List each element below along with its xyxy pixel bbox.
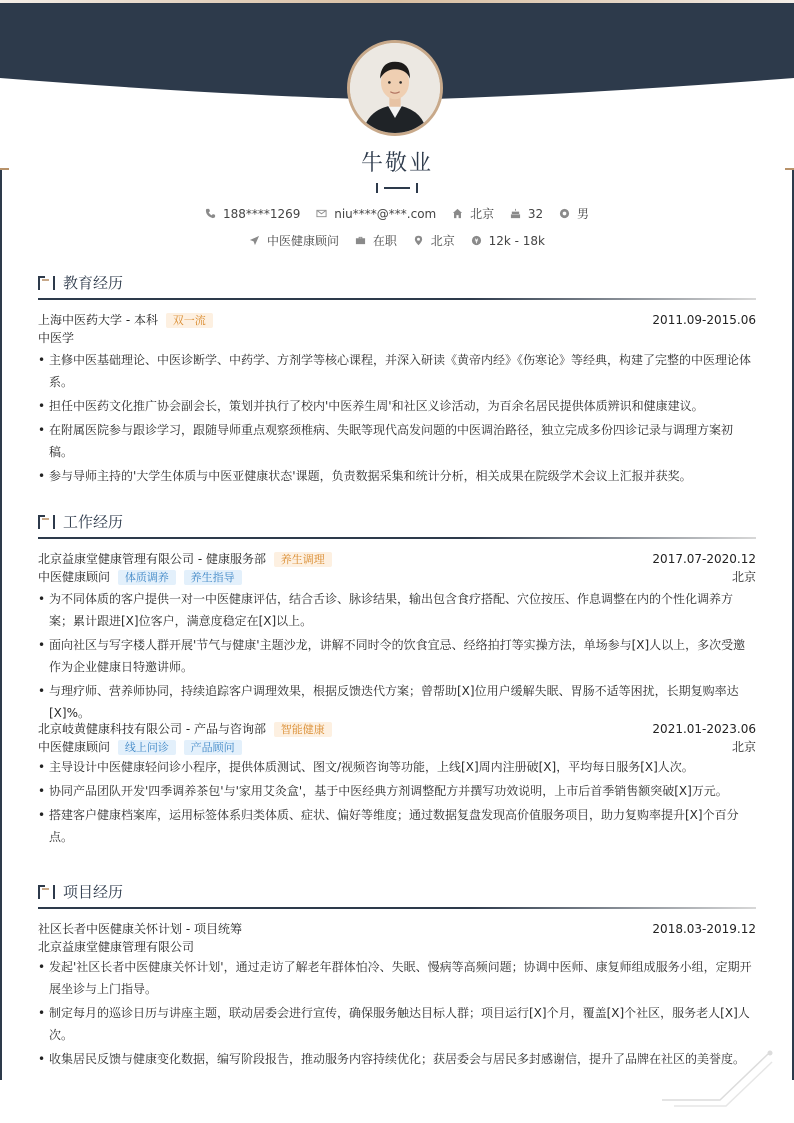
salary-text: 12k - 18k [488, 233, 545, 248]
project-entry-header [38, 920, 756, 938]
work-title: 工作经历 [63, 513, 124, 531]
role-tag: 养生指导 [184, 570, 242, 585]
location-pin-icon [413, 235, 424, 246]
education-date: 2011.09-2015.06 [652, 313, 756, 327]
project-org: 北京益康堂健康管理有限公司 [38, 940, 195, 954]
project-section [38, 881, 756, 1072]
work-date: 2017.07-2020.12 [652, 552, 756, 566]
list-item: • 制定每月的巡诊日历与讲座主题，联动居委会进行宣传，确保服务触达目标人群；项目运行[X]个月，覆盖[X]个社区，服务老人[X]人次。 [38, 1002, 756, 1046]
work-header [38, 511, 756, 535]
list-item: • 与理疗师、营养师协同，持续追踪客户调理效果，根据反馈迭代方案；曾帮助[X]位用户缓解失眠、胃肠不适等困扰，长期复购率达[X]%。 [38, 680, 756, 724]
avatar-portrait [350, 43, 440, 133]
project-entry [38, 920, 756, 1070]
avatar [347, 40, 443, 136]
section-divider [38, 298, 756, 300]
work-entry-header [38, 720, 756, 738]
project-date: 2018.03-2019.12 [652, 922, 756, 936]
section-bracket-icon [38, 885, 56, 899]
work-section [38, 511, 756, 850]
education-bullets [38, 349, 756, 487]
company-tag: 养生调理 [274, 552, 332, 567]
age-text: 32 [527, 206, 544, 221]
work-location: 北京 [731, 570, 756, 584]
hometown-item [452, 205, 494, 222]
candidate-name: 牛敬业 [360, 151, 433, 176]
mail-icon [316, 208, 327, 219]
age-item [510, 207, 543, 221]
phone-item [205, 207, 300, 221]
email-text: niu****@***.com [334, 206, 437, 221]
education-header [38, 272, 756, 296]
money-icon [471, 235, 482, 246]
list-item: • 收集居民反馈与健康变化数据，编写阶段报告，推动服务内容持续优化；获居委会与居民多封感谢信，提升了品牌在社区的美誉度。 [38, 1048, 756, 1070]
work-date: 2021.01-2023.06 [652, 722, 756, 736]
education-title: 教育经历 [63, 274, 124, 292]
list-item: • 在附属医院参与跟诊学习，跟随导师重点观察颈椎病、失眠等现代高发问题的中医调治路径，独立完成多份四诊记录与调理方案初稿。 [38, 419, 756, 463]
section-divider [38, 907, 756, 909]
project-bullets [38, 956, 756, 1070]
role-tag: 产品顾问 [184, 740, 242, 755]
work-bullets [38, 756, 756, 848]
list-item: • 主导设计中医健康轻问诊小程序，提供体质测试、图文/视频咨询等功能，上线[X]周内注册破[X]，平均每日服务[X]人次。 [38, 756, 756, 778]
section-bracket-icon [38, 276, 56, 290]
salary-item [471, 234, 545, 248]
company-line: 北京益康堂健康管理有限公司 - 健康服务部 [38, 552, 266, 566]
phone-icon [205, 208, 216, 219]
briefcase-icon [355, 235, 366, 246]
list-item: • 担任中医药文化推广协会副会长，策划并执行了校内'中医养生周'和社区义诊活动，为百余名居民提供体质辨识和健康建议。 [38, 395, 756, 417]
project-title: 项目经历 [63, 883, 124, 901]
company-line: 北京岐黄健康科技有限公司 - 产品与咨询部 [38, 722, 266, 736]
contact-row [0, 205, 794, 222]
left-border [0, 170, 2, 1080]
work-role-row [38, 738, 756, 756]
list-item: • 面向社区与写字楼人群开展'节气与健康'主题沙龙，讲解不同时令的饮食宜忌、经络拍打等实操方法，单场参与[X]人以上，多次受邀作为企业健康日特邀讲师。 [38, 634, 756, 678]
corner-decoration [660, 1048, 780, 1108]
project-header [38, 881, 756, 905]
city-item [413, 232, 455, 249]
section-divider [38, 537, 756, 539]
role-tag: 体质调养 [118, 570, 176, 585]
education-entry [38, 311, 756, 487]
school-line: 上海中医药大学 - 本科 [38, 313, 158, 327]
home-icon [452, 208, 463, 219]
role: 中医健康顾问 [38, 740, 111, 754]
list-item: • 主修中医基础理论、中医诊断学、中药学、方剂学等核心课程，并深入研读《黄帝内经》《伤寒论》等经典，构建了完整的中医理论体系。 [38, 349, 756, 393]
job-intent-row [0, 232, 794, 249]
position-item [249, 232, 339, 249]
company-tag: 智能健康 [274, 722, 332, 737]
list-item: • 协同产品团队开发'四季调养茶包'与'家用艾灸盒'，基于中医经典方剂调整配方并撰写功效说明，上市后首季销售额突破[X]万元。 [38, 780, 756, 802]
list-item: • 搭建客户健康档案库，运用标签体系归类体质、症状、偏好等维度；通过数据复盘发现高价值服务项目，助力复购率提升[X]个百分点。 [38, 804, 756, 848]
project-name-line: 社区长者中医健康关怀计划 - 项目统筹 [38, 922, 242, 936]
city-text: 北京 [430, 234, 455, 248]
work-bullets [38, 588, 756, 724]
status-text: 在职 [372, 234, 397, 248]
email-item [316, 207, 436, 221]
work-role-row [38, 568, 756, 586]
gender-icon [559, 208, 570, 219]
list-item: • 为不同体质的客户提供一对一中医健康评估，结合舌诊、脉诊结果，输出包含食疗搭配、穴位按压、作息调整在内的个性化调养方案；累计跟进[X]位客户，满意度稳定在[X]以上。 [38, 588, 756, 632]
role-tag: 线上问诊 [118, 740, 176, 755]
hometown-text: 北京 [470, 207, 495, 221]
phone-text: 188****1269 [222, 206, 301, 221]
status-item [355, 232, 397, 249]
work-location: 北京 [731, 740, 756, 754]
major: 中医学 [38, 331, 75, 345]
send-icon [249, 235, 260, 246]
school-tag: 双一流 [166, 313, 213, 328]
work-entry [38, 720, 756, 848]
gender-item [559, 205, 589, 222]
education-section [38, 272, 756, 489]
work-entry [38, 550, 756, 724]
name-divider [376, 183, 418, 193]
role: 中医健康顾问 [38, 570, 111, 584]
education-entry-header [38, 311, 756, 329]
list-item: • 参与导师主持的'大学生体质与中医亚健康状态'课题，负责数据采集和统计分析，相关成果在院级学术会议上汇报并获奖。 [38, 465, 756, 487]
work-entry-header [38, 550, 756, 568]
list-item: • 发起'社区长者中医健康关怀计划'，通过走访了解老年群体怕冷、失眠、慢病等高频问题；协调中医师、康复师组成服务小组，定期开展坐诊与上门指导。 [38, 956, 756, 1000]
gender-text: 男 [577, 207, 590, 221]
cake-icon [510, 208, 521, 219]
position-text: 中医健康顾问 [267, 234, 340, 248]
section-bracket-icon [38, 515, 56, 529]
